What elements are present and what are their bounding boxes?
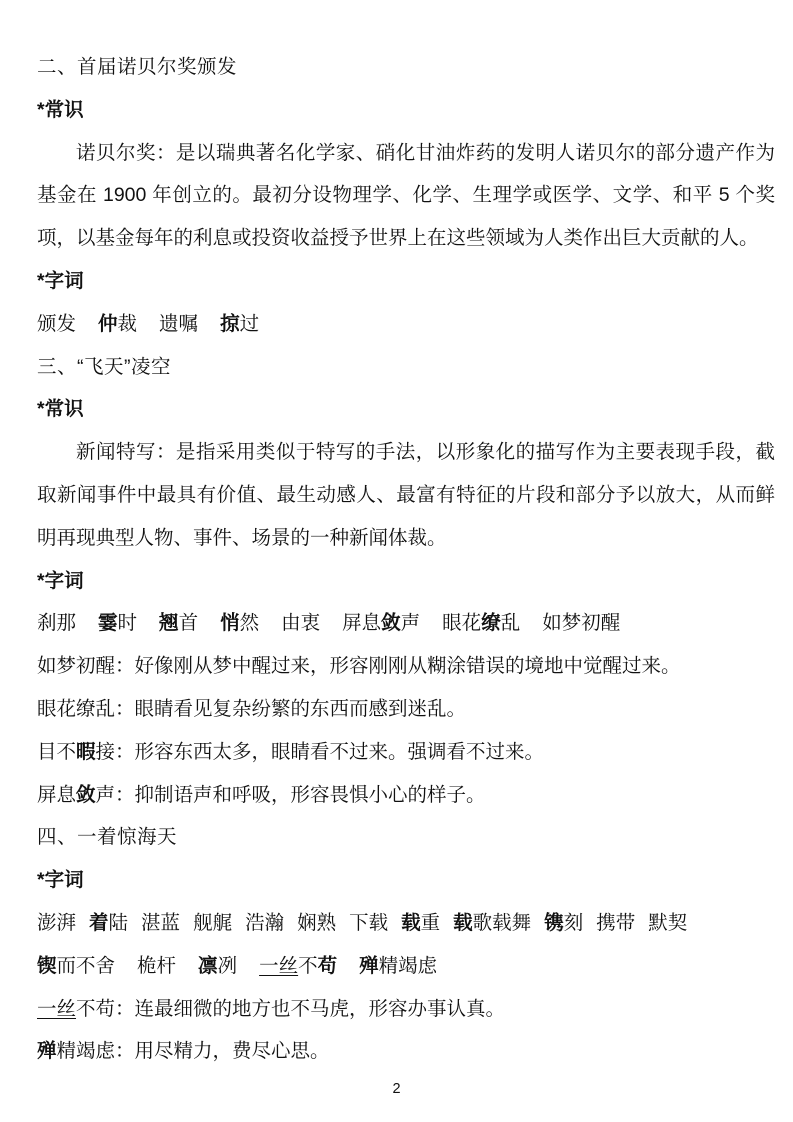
text-run: 由衷 [281, 612, 321, 635]
section-heading [37, 46, 775, 89]
text-run: 如梦初醒：好像刚从梦中醒过来，形容刚刚从糊涂错误的境地中觉醒过来。 [37, 655, 681, 678]
emphasized-character: 霎 [98, 612, 118, 635]
word-list-row [37, 945, 775, 988]
text-run: 澎湃 [37, 911, 77, 934]
text-run: 一丝 [259, 954, 299, 977]
subsection-label [37, 388, 775, 431]
emphasized-character: 殚 [37, 1040, 57, 1063]
emphasized-character: 凛 [198, 954, 218, 977]
vocab-word [259, 945, 337, 988]
text-run: 声 [400, 612, 421, 635]
vocab-word [141, 902, 180, 945]
definition-line [37, 1030, 775, 1073]
emphasized-character: *字词 [37, 569, 84, 592]
definition-line [37, 988, 775, 1031]
vocab-word [453, 902, 531, 945]
vocab-word [37, 945, 115, 988]
text-run: 桅杆 [137, 954, 177, 977]
text-run: 然 [239, 612, 260, 635]
emphasized-character: 苟 [317, 954, 338, 977]
subsection-label [37, 260, 775, 303]
vocab-word [98, 602, 137, 645]
text-run: 浩瀚 [245, 911, 285, 934]
paragraph-line [37, 431, 775, 474]
text-run: 携带 [596, 911, 636, 934]
emphasized-character: 缭 [481, 612, 501, 635]
vocab-word [220, 602, 259, 645]
paragraph-line [37, 174, 775, 217]
vocab-word [281, 602, 320, 645]
text-run: 诺贝尔奖：是以瑞典著名化学家、硝化甘油炸药的发明人诺贝尔的部分遗产作为 [76, 141, 775, 164]
text-run: 遗嘱 [159, 312, 199, 335]
text-run: 眼花缭乱：眼睛看见复杂纷繁的东西而感到迷乱。 [37, 697, 467, 720]
text-run: 项，以基金每年的利息或投资收益授予世界上在这些领域为人类作出巨大贡献的人。 [37, 227, 759, 250]
text-run: 过 [239, 312, 260, 335]
page-number: 2 [392, 1081, 401, 1097]
emphasized-character: 翘 [159, 612, 179, 635]
paragraph-line [37, 132, 775, 175]
text-run: 湛蓝 [141, 911, 181, 934]
text-run: 四、一着惊海天 [37, 826, 178, 849]
section-heading [37, 816, 775, 859]
text-run: 娴熟 [297, 911, 337, 934]
paragraph-line [37, 217, 775, 260]
text-run: 基金在 1900 年创立的。最初分设物理学、化学、生理学或医学、文学、和平 5 个奖 [37, 184, 775, 207]
text-run: 冽 [217, 954, 238, 977]
text-run: 声：抑制语声和呼吸，形容畏惧小心的样子。 [95, 783, 486, 806]
emphasized-character: 暇 [76, 740, 96, 763]
emphasized-character: 敛 [76, 783, 96, 806]
emphasized-character: *字词 [37, 869, 84, 892]
text-run: 下载 [349, 911, 389, 934]
text-run: 取新闻事件中最具有价值、最生动感人、最富有特征的片段和部分予以放大，从而鲜 [37, 483, 775, 506]
text-run: 不苟：连最细微的地方也不马虎，形容办事认真。 [76, 997, 506, 1020]
text-run: 明再现典型人物、事件、场景的一种新闻体裁。 [37, 526, 447, 549]
definition-line [37, 774, 775, 817]
vocab-word [37, 303, 76, 346]
vocab-word [198, 945, 237, 988]
text-run: 颁发 [37, 312, 77, 335]
vocab-word [359, 945, 437, 988]
vocab-word [137, 945, 176, 988]
text-run: 接：形容东西太多，眼睛看不过来。强调看不过来。 [95, 740, 545, 763]
word-list-row [37, 602, 775, 645]
emphasized-character: *常识 [37, 98, 84, 121]
text-run: 时 [117, 612, 138, 635]
text-run: 刹那 [37, 612, 77, 635]
emphasized-character: 着 [89, 911, 109, 934]
vocab-word [349, 902, 388, 945]
vocab-word [37, 602, 76, 645]
emphasized-character: 锲 [37, 954, 57, 977]
definition-line [37, 645, 775, 688]
text-run: 如梦初醒 [542, 612, 621, 635]
subsection-label [37, 89, 775, 132]
vocab-word [159, 602, 198, 645]
vocab-word [596, 902, 635, 945]
word-list-row [37, 303, 775, 346]
vocab-word [401, 902, 440, 945]
vocab-word [159, 303, 198, 346]
vocab-word [193, 902, 232, 945]
paragraph-line [37, 517, 775, 560]
subsection-label [37, 560, 775, 603]
emphasized-character: 悄 [220, 612, 240, 635]
word-list-row [37, 902, 775, 945]
section-heading [37, 346, 775, 389]
text-run: 目不 [37, 740, 77, 763]
vocab-word [342, 602, 420, 645]
vocab-word [544, 902, 583, 945]
emphasized-character: 殚 [359, 954, 379, 977]
text-run: 舰艉 [193, 911, 233, 934]
vocab-word [37, 902, 76, 945]
text-run: 歌载舞 [472, 911, 532, 934]
vocab-word [542, 602, 620, 645]
text-run: 重 [420, 911, 441, 934]
emphasized-character: *字词 [37, 269, 84, 292]
text-run: 首 [178, 612, 199, 635]
vocab-word [442, 602, 520, 645]
text-run: 新闻特写：是指采用类似于特写的手法，以形象化的描写作为主要表现手段，截 [76, 441, 775, 464]
text-run: 三、“飞天”凌空 [37, 355, 171, 378]
text-run: 一丝 [37, 997, 77, 1020]
vocab-word [220, 303, 259, 346]
vocab-word [648, 902, 687, 945]
text-run: 刻 [563, 911, 584, 934]
text-run: 不 [298, 954, 318, 977]
text-run: 二、首届诺贝尔奖颁发 [37, 56, 238, 78]
vocab-word [98, 303, 137, 346]
text-run: 精竭虑：用尽精力，费尽心思。 [56, 1040, 330, 1063]
emphasized-character: 敛 [381, 612, 401, 635]
text-run: 眼花 [442, 612, 482, 635]
text-run: 乱 [500, 612, 521, 635]
definition-line [37, 731, 775, 774]
text-run: 而不舍 [56, 954, 116, 977]
emphasized-character: 载 [401, 911, 421, 934]
subsection-label [37, 859, 775, 902]
paragraph-line [37, 474, 775, 517]
text-run: 屏息 [342, 612, 382, 635]
vocab-word [89, 902, 128, 945]
text-run: 屏息 [37, 783, 77, 806]
emphasized-character: 掠 [220, 312, 240, 335]
emphasized-character: 仲 [98, 312, 118, 335]
vocab-word [245, 902, 284, 945]
emphasized-character: *常识 [37, 398, 84, 421]
definition-line [37, 688, 775, 731]
text-run: 陆 [108, 911, 129, 934]
text-run: 精竭虑 [378, 954, 438, 977]
emphasized-character: 载 [453, 911, 473, 934]
document-body [37, 46, 775, 1073]
vocab-word [297, 902, 336, 945]
text-run: 裁 [117, 312, 138, 335]
emphasized-character: 镌 [544, 911, 564, 934]
text-run: 默契 [648, 911, 688, 934]
